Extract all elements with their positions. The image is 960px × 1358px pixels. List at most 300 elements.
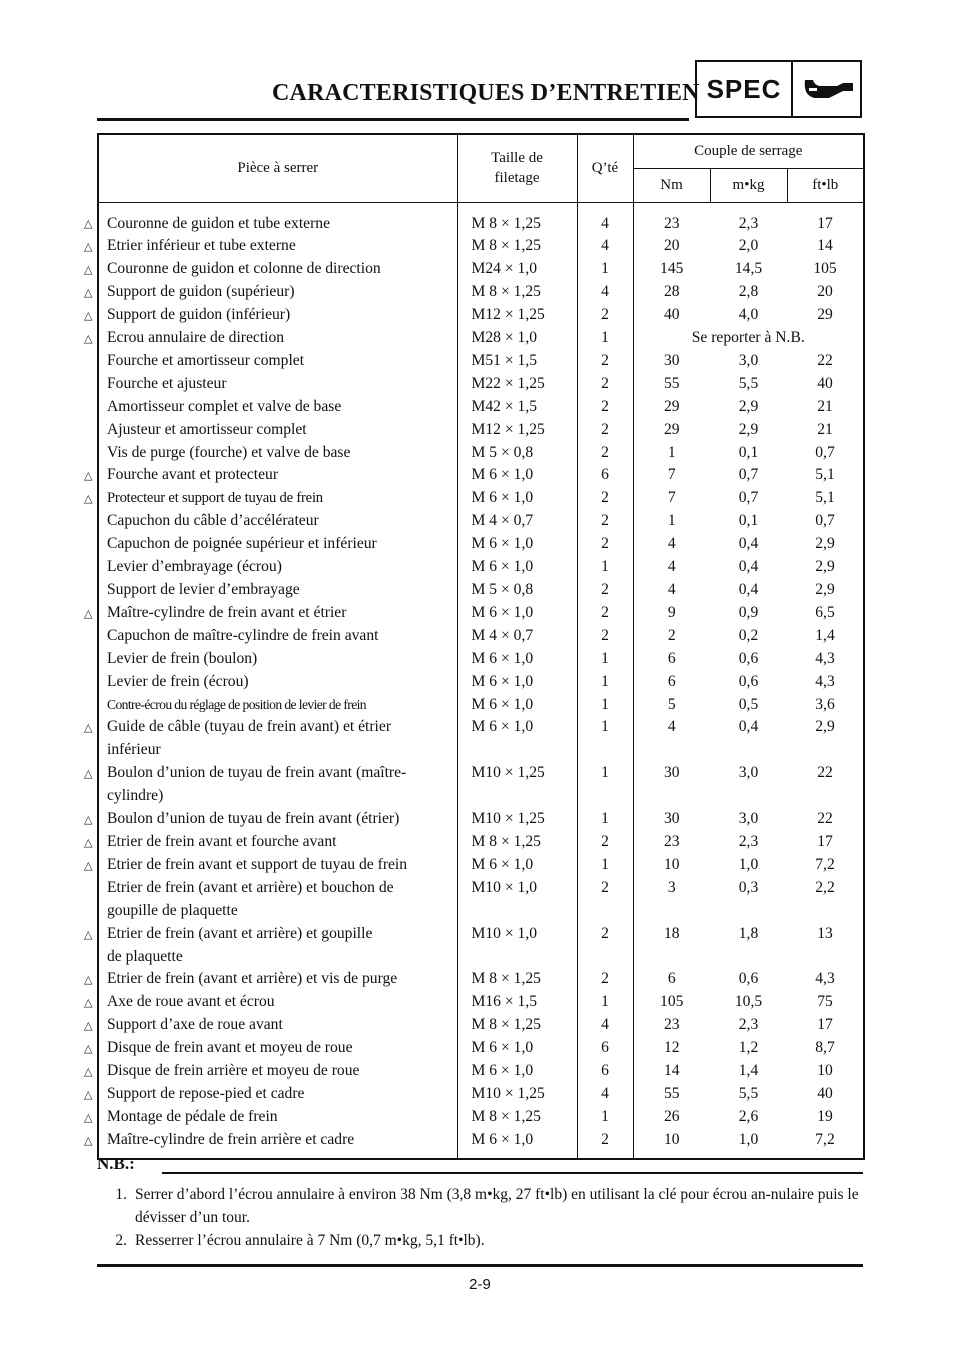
part-name: Fourche et ajusteur [107, 374, 227, 392]
quantity: 4 [577, 281, 633, 304]
torque-nm: 18 [633, 923, 710, 946]
torque-ftlb: 2,9 [815, 535, 835, 553]
table-row [98, 877, 864, 900]
torque-mkg: 0,9 [738, 603, 759, 621]
triangle-marker-icon: △ [84, 286, 93, 300]
torque-nm: 20 [633, 235, 710, 258]
thread-size [457, 785, 577, 808]
nb-item [97, 1229, 863, 1252]
torque-mkg: 1,2 [738, 1039, 759, 1057]
quantity: 2 [577, 350, 633, 373]
quantity: 4 [577, 1083, 633, 1106]
torque-nm: 3 [633, 877, 710, 900]
torque-ftlb: 0,7 [815, 512, 835, 530]
part-name: Disque de frein arrière et moyeu de roue [107, 1062, 360, 1080]
table-row [98, 762, 864, 785]
quantity: 2 [577, 602, 633, 625]
triangle-marker-icon: △ [84, 835, 93, 849]
torque-mkg: 0,1 [738, 443, 759, 461]
table-row [98, 671, 864, 694]
torque-mkg: 1,8 [738, 924, 759, 942]
torque-mkg: 2,9 [738, 420, 759, 438]
table-row [98, 1060, 864, 1083]
part-name: Etrier de frein avant et support de tuyau de frein [107, 855, 408, 873]
table-row [98, 487, 864, 510]
torque-mkg: 2,3 [738, 1016, 759, 1034]
table-row [98, 716, 864, 739]
triangle-marker-icon: △ [84, 1065, 93, 1079]
thread-size [457, 900, 577, 923]
part-name: Support d’axe de roue avant [107, 1016, 283, 1034]
header-qty: Q’té [577, 134, 633, 202]
torque-table [97, 133, 865, 1160]
torque-ftlb: 4,3 [815, 970, 835, 988]
torque-mkg: 0,6 [738, 649, 759, 667]
header-nm: Nm [633, 168, 710, 202]
torque-mkg: 0,7 [738, 489, 759, 507]
torque-ftlb: 7,2 [815, 1130, 835, 1148]
torque-mkg: 0,4 [738, 718, 759, 736]
quantity: 1 [577, 258, 633, 281]
torque-ftlb: 22 [817, 764, 833, 782]
footer-rule [97, 1264, 863, 1267]
torque-ftlb: 4,3 [815, 649, 835, 667]
thread-size: M 6 × 1,0 [457, 602, 577, 625]
torque-note: Se reporter à N.B. [633, 327, 864, 350]
wrench-icon [793, 62, 860, 116]
torque-nm: 14 [633, 1060, 710, 1083]
table-row [98, 808, 864, 831]
torque-mkg: 3,0 [738, 764, 759, 782]
torque-ftlb: 0,7 [815, 443, 835, 461]
torque-mkg [710, 900, 787, 923]
torque-nm [633, 946, 710, 969]
nb-item [97, 1183, 863, 1229]
thread-size: M16 × 1,5 [457, 991, 577, 1014]
torque-ftlb [787, 946, 864, 969]
quantity: 4 [577, 235, 633, 258]
torque-mkg [710, 946, 787, 969]
table-row [98, 694, 864, 717]
torque-mkg [710, 785, 787, 808]
quantity: 2 [577, 923, 633, 946]
quantity: 1 [577, 716, 633, 739]
thread-size: M 6 × 1,0 [457, 533, 577, 556]
thread-size: M 5 × 0,8 [457, 579, 577, 602]
torque-nm: 10 [633, 854, 710, 877]
nb-heading: N.B.: [97, 1154, 135, 1173]
quantity: 2 [577, 625, 633, 648]
torque-mkg: 0,1 [738, 512, 759, 530]
table-row [98, 854, 864, 877]
table-row [98, 510, 864, 533]
page-title: CARACTERISTIQUES D’ENTRETIEN [272, 80, 700, 106]
part-name: Capuchon de poignée supérieur et inférieur [107, 535, 377, 553]
table-row [98, 281, 864, 304]
triangle-marker-icon: △ [84, 813, 93, 827]
table-row [98, 304, 864, 327]
thread-size: M10 × 1,25 [457, 1083, 577, 1106]
page-number: 2-9 [469, 1276, 491, 1293]
torque-nm: 7 [633, 487, 710, 510]
triangle-marker-icon: △ [84, 1133, 93, 1147]
thread-size: M 6 × 1,0 [457, 671, 577, 694]
torque-ftlb: 20 [817, 283, 833, 301]
triangle-marker-icon: △ [84, 492, 93, 506]
table-row [98, 533, 864, 556]
quantity: 1 [577, 694, 633, 717]
torque-mkg: 0,6 [738, 970, 759, 988]
torque-ftlb: 8,7 [815, 1039, 835, 1057]
torque-ftlb: 19 [817, 1107, 833, 1125]
torque-mkg: 0,3 [738, 878, 759, 896]
torque-ftlb: 2,9 [815, 718, 835, 736]
thread-size: M10 × 1,0 [457, 923, 577, 946]
part-name: Boulon d’union de tuyau de frein avant (maître- [107, 764, 407, 782]
part-name: Support de repose-pied et cadre [107, 1084, 305, 1102]
part-name: Maître-cylindre de frein arrière et cadre [107, 1130, 355, 1148]
torque-nm: 4 [633, 533, 710, 556]
part-name: Etrier de frein (avant et arrière) et bouchon de [107, 878, 394, 896]
table-row [98, 785, 864, 808]
part-name: Etrier inférieur et tube externe [107, 237, 296, 255]
quantity: 2 [577, 419, 633, 442]
torque-mkg: 2,9 [738, 397, 759, 415]
part-name: Couronne de guidon et colonne de direction [107, 260, 381, 278]
thread-size: M 6 × 1,0 [457, 556, 577, 579]
triangle-marker-icon: △ [84, 1087, 93, 1101]
thread-size [457, 946, 577, 969]
quantity: 1 [577, 991, 633, 1014]
torque-nm: 1 [633, 442, 710, 465]
torque-ftlb: 40 [817, 1084, 833, 1102]
part-name: de plaquette [107, 947, 183, 965]
quantity: 6 [577, 1060, 633, 1083]
quantity: 1 [577, 762, 633, 785]
table-row [98, 396, 864, 419]
table-row [98, 1083, 864, 1106]
spec-badge-label: SPEC [697, 62, 793, 116]
triangle-marker-icon: △ [84, 1042, 93, 1056]
torque-mkg: 2,3 [738, 214, 759, 232]
torque-ftlb: 2,9 [815, 558, 835, 576]
torque-ftlb: 22 [817, 810, 833, 828]
thread-size [457, 739, 577, 762]
thread-size: M 6 × 1,0 [457, 1129, 577, 1159]
thread-size: M 8 × 1,25 [457, 831, 577, 854]
torque-nm: 30 [633, 762, 710, 785]
thread-size: M 8 × 1,25 [457, 1014, 577, 1037]
torque-ftlb: 21 [817, 420, 833, 438]
torque-mkg: 0,2 [738, 626, 759, 644]
part-name: Support de levier d’embrayage [107, 581, 300, 598]
triangle-marker-icon: △ [84, 721, 93, 735]
part-name: Contre-écrou du réglage de position de levier de frein [107, 696, 366, 712]
torque-mkg: 2,8 [738, 283, 759, 301]
quantity: 2 [577, 877, 633, 900]
quantity [577, 739, 633, 762]
thread-size: M10 × 1,0 [457, 877, 577, 900]
torque-ftlb: 21 [817, 397, 833, 415]
part-name: Capuchon du câble d’accélérateur [107, 512, 319, 530]
triangle-marker-icon: △ [84, 858, 93, 872]
quantity: 1 [577, 854, 633, 877]
thread-size: M 6 × 1,0 [457, 648, 577, 671]
nb-item-text: Resserrer l’écrou annulaire à 7 Nm (0,7 m•kg, 5,1 ft•lb). [135, 1232, 485, 1249]
triangle-marker-icon: △ [84, 1019, 93, 1033]
thread-size: M22 × 1,25 [457, 373, 577, 396]
table-row [98, 602, 864, 625]
table-row [98, 327, 864, 350]
torque-nm: 26 [633, 1106, 710, 1129]
torque-mkg: 0,7 [738, 466, 759, 484]
header-piece: Pièce à serrer [98, 134, 457, 202]
table-row [98, 556, 864, 579]
quantity: 2 [577, 533, 633, 556]
torque-mkg: 0,4 [738, 558, 759, 576]
table-row [98, 968, 864, 991]
quantity: 2 [577, 396, 633, 419]
part-name: Axe de roue avant et écrou [107, 993, 275, 1011]
torque-ftlb: 5,1 [815, 489, 835, 507]
quantity: 1 [577, 671, 633, 694]
thread-size: M 6 × 1,0 [457, 1060, 577, 1083]
torque-nm: 4 [633, 556, 710, 579]
torque-ftlb: 17 [817, 1016, 833, 1034]
part-name: Montage de pédale de frein [107, 1107, 278, 1125]
header-ftlb: ft•lb [787, 168, 864, 202]
quantity: 6 [577, 464, 633, 487]
torque-nm: 55 [633, 1083, 710, 1106]
torque-ftlb: 10 [817, 1062, 833, 1080]
thread-size: M12 × 1,25 [457, 304, 577, 327]
quantity [577, 900, 633, 923]
torque-ftlb: 17 [817, 832, 833, 850]
torque-nm: 23 [633, 1014, 710, 1037]
torque-nm: 6 [633, 671, 710, 694]
part-name: Vis de purge (fourche) et valve de base [107, 443, 351, 461]
thread-size: M 8 × 1,25 [457, 1106, 577, 1129]
torque-nm: 105 [633, 991, 710, 1014]
nb-list [97, 1183, 863, 1252]
torque-nm: 6 [633, 648, 710, 671]
torque-ftlb [787, 900, 864, 923]
triangle-marker-icon: △ [84, 767, 93, 781]
torque-mkg: 3,0 [738, 351, 759, 369]
torque-mkg: 10,5 [734, 993, 763, 1011]
quantity: 2 [577, 1129, 633, 1159]
table-row [98, 625, 864, 648]
thread-size: M 6 × 1,0 [457, 487, 577, 510]
table-row [98, 946, 864, 969]
part-name: Fourche avant et protecteur [107, 466, 279, 484]
thread-size: M51 × 1,5 [457, 350, 577, 373]
table-row [98, 373, 864, 396]
torque-ftlb: 1,4 [815, 626, 835, 644]
part-name: Levier de frein (écrou) [107, 672, 249, 690]
part-name: Levier de frein (boulon) [107, 649, 258, 667]
torque-nm: 145 [633, 258, 710, 281]
quantity: 2 [577, 510, 633, 533]
torque-ftlb: 7,2 [815, 855, 835, 873]
torque-mkg: 1,0 [738, 855, 759, 873]
torque-ftlb: 17 [817, 214, 833, 232]
part-name: Maître-cylindre de frein avant et étrier [107, 603, 347, 621]
torque-nm: 29 [633, 419, 710, 442]
header-thread: Taille de filetage [457, 134, 577, 202]
torque-mkg: 0,6 [738, 672, 759, 690]
triangle-marker-icon: △ [84, 332, 93, 346]
torque-nm: 12 [633, 1037, 710, 1060]
quantity: 4 [577, 202, 633, 235]
thread-size: M 8 × 1,25 [457, 968, 577, 991]
thread-size: M42 × 1,5 [457, 396, 577, 419]
torque-ftlb: 6,5 [815, 603, 835, 621]
table-row [98, 464, 864, 487]
quantity: 1 [577, 556, 633, 579]
thread-size: M 8 × 1,25 [457, 281, 577, 304]
part-name: Protecteur et support de tuyau de frein [107, 490, 323, 507]
part-name: Couronne de guidon et tube externe [107, 214, 331, 232]
part-name: Support de guidon (supérieur) [107, 283, 295, 301]
torque-nm [633, 739, 710, 762]
torque-nm: 23 [633, 831, 710, 854]
header-mkg: m•kg [710, 168, 787, 202]
quantity: 2 [577, 831, 633, 854]
torque-nm: 2 [633, 625, 710, 648]
torque-ftlb: 22 [817, 351, 833, 369]
part-name: goupille de plaquette [107, 901, 238, 919]
quantity: 2 [577, 579, 633, 602]
torque-nm: 29 [633, 396, 710, 419]
torque-mkg: 14,5 [734, 260, 763, 278]
triangle-marker-icon: △ [84, 263, 93, 277]
torque-ftlb: 2,2 [815, 878, 835, 896]
torque-mkg: 5,5 [738, 374, 759, 392]
nb-item-text: Serrer d’abord l’écrou annulaire à environ 38 Nm (3,8 m•kg, 27 ft•lb) en utilisant la clé pour écrou an-nulaire puis le dévisser d’un tour. [135, 1186, 859, 1226]
torque-ftlb [787, 739, 864, 762]
title-underline [97, 118, 689, 121]
torque-nm: 23 [633, 202, 710, 235]
thread-size: M 8 × 1,25 [457, 235, 577, 258]
quantity: 6 [577, 1037, 633, 1060]
part-name: inférieur [107, 741, 161, 759]
torque-nm: 10 [633, 1129, 710, 1159]
triangle-marker-icon: △ [84, 1110, 93, 1124]
thread-size: M 6 × 1,0 [457, 716, 577, 739]
quantity: 1 [577, 327, 633, 350]
nb-rule [162, 1172, 863, 1174]
thread-size: M 6 × 1,0 [457, 694, 577, 717]
torque-mkg [710, 739, 787, 762]
quantity: 1 [577, 1106, 633, 1129]
part-name: Etrier de frein (avant et arrière) et vis de purge [107, 970, 398, 988]
table-row [98, 831, 864, 854]
table-row [98, 579, 864, 602]
thread-size: M10 × 1,25 [457, 808, 577, 831]
nb-item-number: 2. [115, 1232, 127, 1249]
torque-nm: 28 [633, 281, 710, 304]
table-row [98, 739, 864, 762]
torque-mkg: 2,3 [738, 832, 759, 850]
thread-size: M 4 × 0,7 [457, 510, 577, 533]
quantity: 2 [577, 968, 633, 991]
table-row [98, 900, 864, 923]
torque-ftlb: 5,1 [815, 466, 835, 484]
torque-nm: 6 [633, 968, 710, 991]
table-row [98, 442, 864, 465]
part-name: Capuchon de maître-cylindre de frein avant [107, 626, 379, 644]
thread-size: M 6 × 1,0 [457, 464, 577, 487]
triangle-marker-icon: △ [84, 927, 93, 941]
torque-nm: 9 [633, 602, 710, 625]
thread-size: M 8 × 1,25 [457, 202, 577, 235]
torque-nm: 5 [633, 694, 710, 717]
torque-ftlb: 105 [813, 260, 837, 278]
part-name: Disque de frein avant et moyeu de roue [107, 1039, 353, 1057]
part-name: cylindre) [107, 787, 164, 805]
part-name: Fourche et amortisseur complet [107, 351, 305, 369]
part-name: Etrier de frein avant et fourche avant [107, 832, 337, 850]
part-name: Guide de câble (tuyau de frein avant) et étrier [107, 718, 392, 736]
torque-mkg: 3,0 [738, 810, 759, 828]
nb-item-number: 1. [115, 1186, 127, 1203]
part-name: Boulon d’union de tuyau de frein avant (étrier) [107, 810, 400, 828]
triangle-marker-icon: △ [84, 973, 93, 987]
thread-size: M 6 × 1,0 [457, 854, 577, 877]
part-name: Amortisseur complet et valve de base [107, 397, 342, 415]
triangle-marker-icon: △ [84, 996, 93, 1010]
torque-mkg: 5,5 [738, 1084, 759, 1102]
torque-nm: 7 [633, 464, 710, 487]
torque-ftlb: 75 [817, 993, 833, 1011]
torque-nm: 4 [633, 579, 710, 602]
thread-size: M 6 × 1,0 [457, 1037, 577, 1060]
torque-ftlb: 13 [817, 924, 833, 942]
torque-nm: 4 [633, 716, 710, 739]
torque-ftlb: 2,9 [815, 581, 835, 598]
torque-mkg: 0,5 [738, 695, 759, 713]
table-row [98, 202, 864, 235]
part-name: Ecrou annulaire de direction [107, 329, 285, 347]
thread-size: M 5 × 0,8 [457, 442, 577, 465]
torque-nm: 55 [633, 373, 710, 396]
thread-size: M 4 × 0,7 [457, 625, 577, 648]
triangle-marker-icon: △ [84, 469, 93, 483]
quantity: 1 [577, 808, 633, 831]
thread-size: M24 × 1,0 [457, 258, 577, 281]
torque-nm: 30 [633, 350, 710, 373]
torque-nm [633, 900, 710, 923]
table-row [98, 648, 864, 671]
quantity: 2 [577, 373, 633, 396]
torque-nm: 40 [633, 304, 710, 327]
triangle-marker-icon: △ [84, 606, 93, 620]
part-name: Levier d’embrayage (écrou) [107, 558, 282, 576]
torque-ftlb: 3,6 [815, 695, 835, 713]
torque-mkg: 1,4 [738, 1062, 759, 1080]
table-row [98, 1037, 864, 1060]
table-row [98, 991, 864, 1014]
table-row [98, 923, 864, 946]
part-name: Support de guidon (inférieur) [107, 306, 291, 324]
torque-ftlb: 40 [817, 374, 833, 392]
header-torque: Couple de serrage [633, 134, 864, 168]
quantity: 1 [577, 648, 633, 671]
torque-mkg: 4,0 [738, 306, 759, 324]
torque-mkg: 2,6 [738, 1107, 759, 1125]
table-row [98, 1014, 864, 1037]
